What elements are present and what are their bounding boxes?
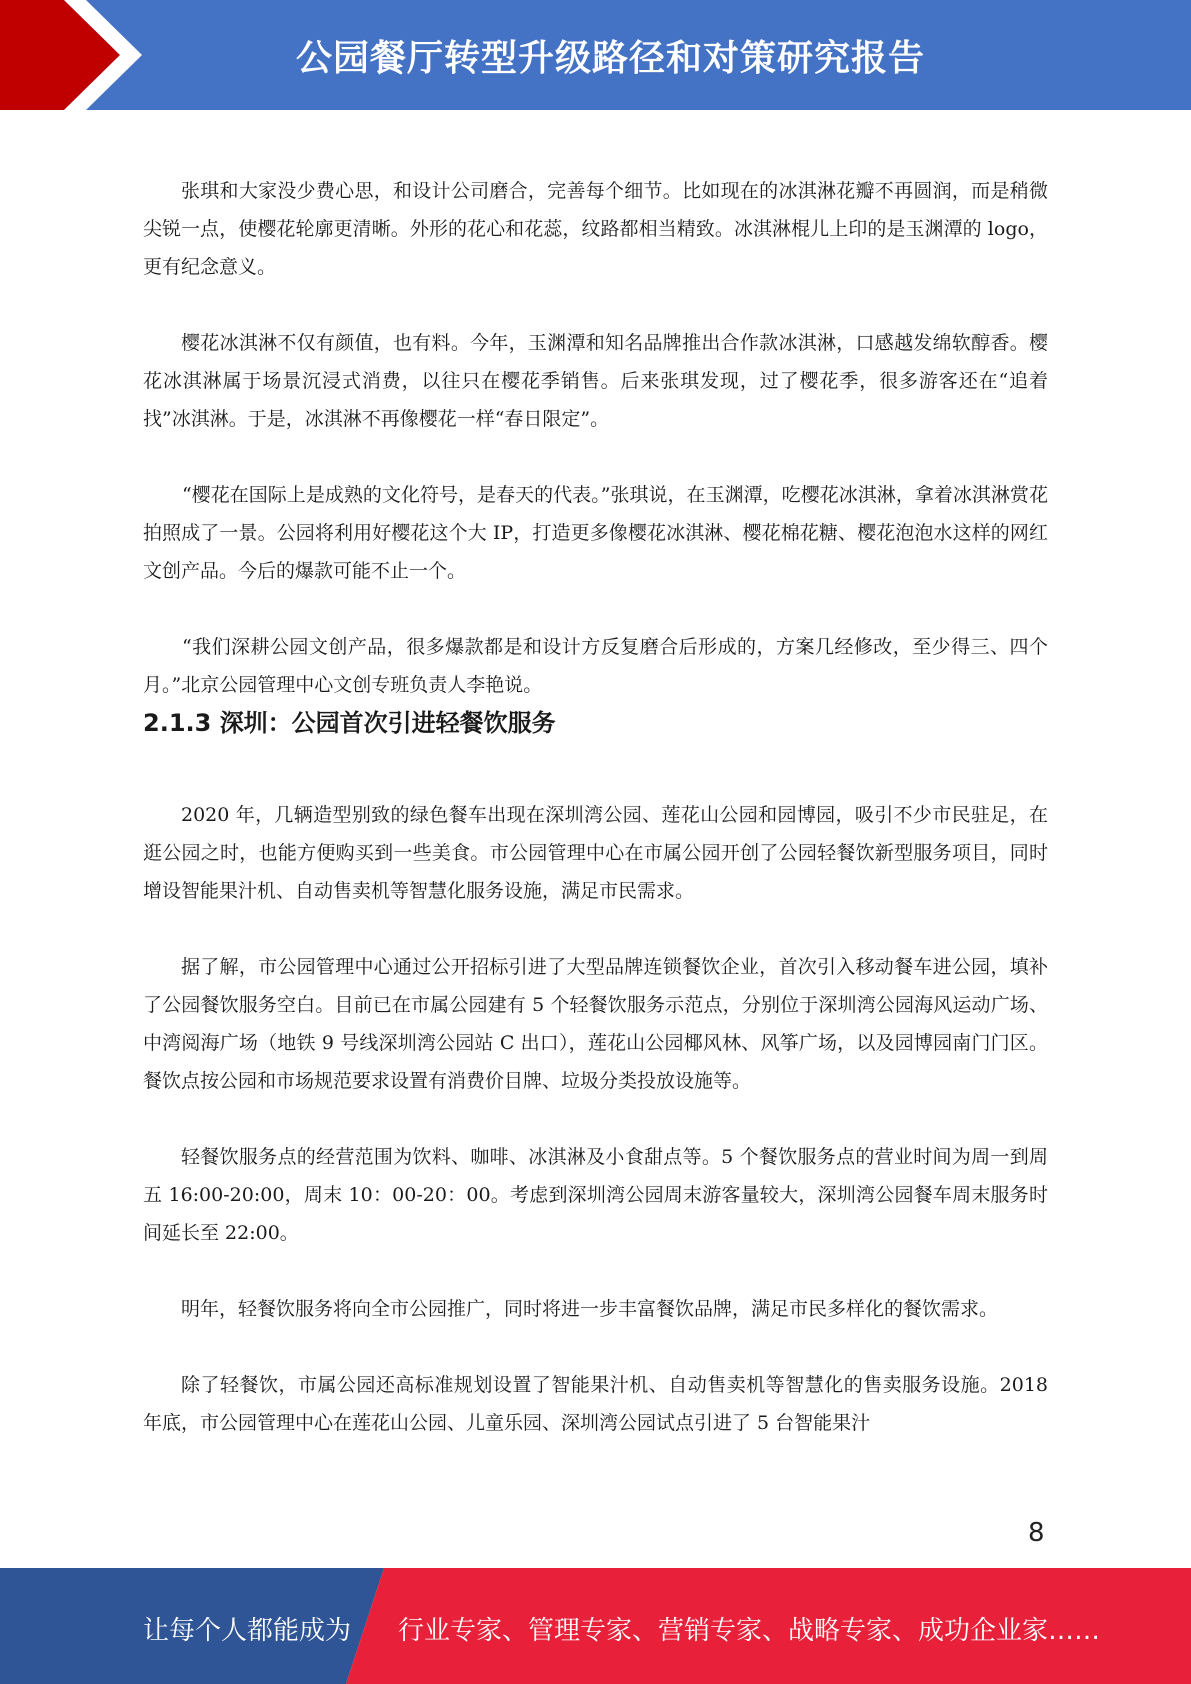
paragraph-9: 除了轻餐饮，市属公园还高标准规划设置了智能果汁机、自动售卖机等智慧化的售卖服务设施。2018 年底，市公园管理中心在莲花山公园、儿童乐园、深圳湾公园试点引进了 5 台智能果汁 xyxy=(143,1374,1048,1434)
paragraph-4: “我们深耕公园文创产品，很多爆款都是和设计方反复磨合后形成的，方案几经修改，至少得三、四个月。”北京公园管理中心文创专班负责人李艳说。 xyxy=(143,636,1048,696)
footer-banner xyxy=(0,1568,1191,1684)
paragraph-7: 轻餐饮服务点的经营范围为饮料、咖啡、冰淇淋及小食甜点等。5 个餐饮服务点的营业时间为周一到周五 16:00-20:00，周末 10：00-20：00。考虑到深圳湾公园周末游客量较大，深圳湾公园餐车周末服务时间延长至 22:00。 xyxy=(143,1146,1048,1244)
paragraph-8: 明年，轻餐饮服务将向全市公园推广，同时将进一步丰富餐饮品牌，满足市民多样化的餐饮需求。 xyxy=(181,1298,999,1320)
paragraph-1: 张琪和大家没少费心思，和设计公司磨合，完善每个细节。比如现在的冰淇淋花瓣不再圆润，而是稍微尖锐一点，使樱花轮廓更清晰。外形的花心和花蕊，纹路都相当精致。冰淇淋棍儿上印的是玉渊潭的 logo，更有纪念意义。 xyxy=(143,180,1048,278)
header-banner xyxy=(0,0,1191,110)
document-title: 公园餐厅转型升级路径和对策研究报告 xyxy=(296,38,926,79)
footer-slogan-left: 让每个人都能成为 xyxy=(143,1616,352,1646)
paragraph-5: 2020 年，几辆造型别致的绿色餐车出现在深圳湾公园、莲花山公园和园博园，吸引不少市民驻足，在逛公园之时，也能方便购买到一些美食。市公园管理中心在市属公园开创了公园轻餐饮新型服务项目，同时增设智能果汁机、自动售卖机等智慧化服务设施，满足市民需求。 xyxy=(143,804,1048,902)
section-heading: 2.1.3 深圳：公园首次引进轻餐饮服务 xyxy=(143,709,556,737)
red-chevron-icon xyxy=(0,0,160,110)
paragraph-6: 据了解，市公园管理中心通过公开招标引进了大型品牌连锁餐饮企业，首次引入移动餐车进公园，填补了公园餐饮服务空白。目前已在市属公园建有 5 个轻餐饮服务示范点，分别位于深圳湾公园海风运动广场、中湾阅海广场（地铁 9 号线深圳湾公园站 C 出口），莲花山公园椰风林、风筝广场，以及园博园南门门区。餐饮点按公园和市场规范要求设置有消费价目牌、垃圾分类投放设施等。 xyxy=(143,956,1048,1092)
document-body xyxy=(143,172,1048,1442)
paragraph-2: 樱花冰淇淋不仅有颜值，也有料。今年，玉渊潭和知名品牌推出合作款冰淇淋，口感越发绵软醇香。樱花冰淇淋属于场景沉浸式消费，以往只在樱花季销售。后来张琪发现，过了樱花季，很多游客还在“追着找”冰淇淋。于是，冰淇淋不再像樱花一样“春日限定”。 xyxy=(143,332,1048,430)
paragraph-3: “樱花在国际上是成熟的文化符号，是春天的代表。”张琪说，在玉渊潭，吃樱花冰淇淋，拿着冰淇淋赏花拍照成了一景。公园将利用好樱花这个大 IP，打造更多像樱花冰淇淋、樱花棉花糖、樱花泡泡水这样的网红文创产品。今后的爆款可能不止一个。 xyxy=(143,484,1048,582)
page-number: 8 xyxy=(1028,1518,1045,1548)
footer-slogan-right: 行业专家、管理专家、营销专家、战略专家、成功企业家…… xyxy=(398,1616,1101,1646)
